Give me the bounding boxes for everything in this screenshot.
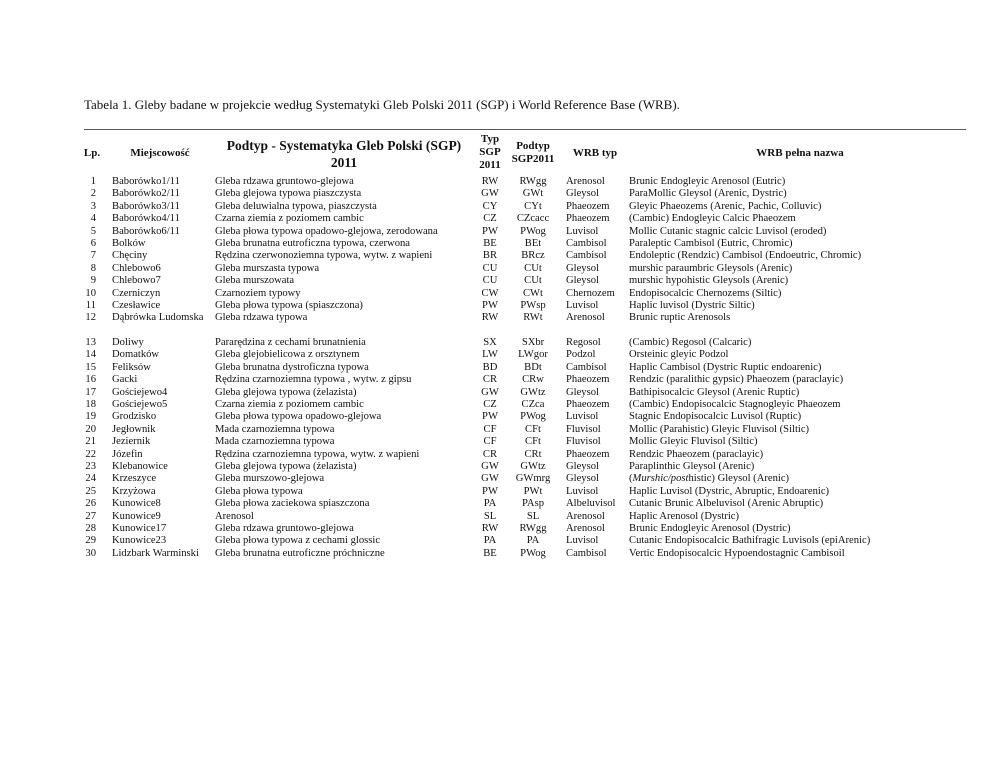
row-podtyp-sgp: CFt — [525, 423, 541, 435]
table-row — [0, 337, 992, 349]
row-miejscowosc: Gościejewo4 — [112, 386, 168, 398]
row-wrb-nazwa: Haplic luvisol (Dystric Siltic) — [629, 299, 755, 311]
row-lp: 2 — [90, 188, 96, 200]
row-typ: PW — [482, 299, 498, 311]
row-miejscowosc: Baborówko3/11 — [112, 200, 180, 212]
row-lp: 30 — [85, 547, 96, 559]
row-wrb-typ: Albeluvisol — [566, 498, 616, 510]
header-rule — [84, 129, 966, 130]
row-wrb-nazwa: Cutanic Brunic Albeluvisol (Arenic Abruptic) — [629, 498, 824, 510]
row-typ: CZ — [483, 399, 497, 411]
row-wrb-nazwa: Paraleptic Cambisol (Eutric, Chromic) — [629, 237, 793, 249]
row-podtyp-sgp: BEt — [524, 237, 542, 249]
row-podtyp: Gleba rdzawa gruntowo-glejowa — [215, 522, 354, 534]
row-podtyp: Gleba płowa typowa (spiaszczona) — [215, 299, 363, 311]
row-podtyp: Gleba glejowa typowa (żelazista) — [215, 461, 357, 472]
table-row — [0, 523, 992, 535]
row-wrb-typ: Phaeozem — [566, 448, 610, 460]
row-lp: 12 — [85, 312, 96, 324]
row-podtyp: Rędzina czarnoziemna typowa , wytw. z gipsu — [215, 374, 412, 386]
row-wrb-nazwa: Haplic Cambisol (Dystric Ruptic endoarenic) — [629, 361, 822, 373]
row-wrb-typ: Gleysol — [566, 275, 599, 287]
table-body — [0, 176, 992, 573]
header-wrb-typ: WRB typ — [572, 147, 618, 159]
row-podtyp-sgp: GWtz — [520, 461, 546, 472]
row-podtyp-sgp: PWog — [520, 411, 546, 423]
row-podtyp: Rędzina czarnoziemna typowa, wytw. z wapieni — [215, 448, 420, 460]
row-lp: 7 — [90, 250, 96, 262]
row-podtyp-sgp: PAsp — [522, 498, 544, 510]
row-wrb-typ: Phaeozem — [566, 399, 610, 411]
row-wrb-nazwa: Gleyic Phaeozems (Arenic, Pachic, Colluvic) — [629, 200, 822, 212]
row-podtyp: Czarnoziem typowy — [215, 287, 301, 299]
row-wrb-typ: Arenosol — [566, 510, 605, 522]
row-wrb-typ: Phaeozem — [566, 213, 610, 225]
table-row — [0, 399, 992, 411]
row-podtyp-sgp: SXbr — [521, 337, 545, 349]
row-podtyp-sgp: GWmrg — [515, 473, 551, 485]
row-podtyp-sgp: RWgg — [519, 522, 547, 534]
row-typ: GW — [481, 473, 499, 485]
row-miejscowosc: Baborówko4/11 — [112, 213, 180, 225]
header-lp: Lp. — [83, 147, 101, 159]
row-wrb-typ: Cambisol — [566, 547, 607, 559]
row-podtyp-sgp: CFt — [525, 436, 541, 448]
row-typ: CF — [483, 436, 497, 448]
row-typ: BE — [483, 237, 497, 249]
table-row — [0, 300, 992, 312]
row-lp: 29 — [85, 535, 96, 547]
row-wrb-typ: Luvisol — [566, 535, 599, 547]
row-miejscowosc: Kunowice23 — [112, 535, 167, 547]
row-podtyp-sgp: RWt — [523, 312, 543, 324]
row-typ: GW — [481, 188, 499, 200]
row-lp: 4 — [90, 213, 96, 225]
row-lp: 17 — [85, 386, 96, 398]
row-wrb-nazwa: Mollic Gleyic Fluvisol (Siltic) — [629, 436, 758, 448]
row-miejscowosc: Chęciny — [112, 250, 148, 262]
row-wrb-typ: Phaeozem — [566, 200, 610, 212]
table-row — [0, 176, 992, 188]
row-typ: CF — [483, 423, 497, 435]
table-row — [0, 424, 992, 436]
row-wrb-typ: Gleysol — [566, 473, 599, 485]
row-miejscowosc: Krzeszyce — [112, 473, 157, 485]
row-miejscowosc: Chlebowo6 — [112, 262, 161, 274]
row-podtyp-sgp: BRcz — [521, 250, 545, 262]
row-podtyp: Czarna ziemia z poziomem cambic — [215, 213, 364, 225]
row-wrb-typ: Cambisol — [566, 237, 607, 249]
row-wrb-typ: Gleysol — [566, 386, 599, 398]
row-miejscowosc: Dąbrówka Ludomska — [112, 312, 204, 324]
row-podtyp: Gleba płowa typowa opadowo-glejowa, zerodowana — [215, 225, 438, 237]
row-miejscowosc: Jeziernik — [112, 436, 151, 448]
row-wrb-typ: Phaeozem — [566, 374, 610, 386]
row-typ: GW — [481, 461, 499, 472]
row-lp: 13 — [85, 337, 96, 349]
row-lp: 3 — [90, 200, 96, 212]
header-miejscowosc: Miejscowość — [130, 147, 190, 159]
row-wrb-typ: Fluvisol — [566, 423, 601, 435]
row-podtyp: Gleba brunatna eutroficzne próchniczne — [215, 547, 385, 559]
row-wrb-nazwa: Paraplinthic Gleysol (Arenic) — [629, 461, 755, 472]
row-wrb-nazwa: (Murshic/posthistic) Gleysol (Arenic) — [629, 473, 790, 485]
row-wrb-nazwa: Orsteinic gleyic Podzol — [629, 349, 729, 361]
row-typ: LW — [482, 349, 498, 361]
row-typ: PA — [483, 498, 497, 510]
row-typ: CR — [482, 448, 498, 460]
row-miejscowosc: Krzyżowa — [112, 485, 156, 497]
row-typ: SL — [483, 510, 497, 522]
row-miejscowosc: Gacki — [112, 374, 138, 386]
row-podtyp-sgp: BDt — [524, 361, 542, 373]
row-podtyp: Czarna ziemia z poziomem cambic — [215, 399, 364, 411]
table-row — [0, 535, 992, 547]
row-podtyp: Mada czarnoziemna typowa — [215, 423, 335, 435]
row-miejscowosc: Chlebowo7 — [112, 275, 161, 287]
row-wrb-typ: Gleysol — [566, 262, 599, 274]
row-wrb-nazwa: Bathipisocalcic Gleysol (Arenic Ruptic) — [629, 386, 800, 398]
row-podtyp: Gleba glejowa typowa piaszczysta — [215, 188, 362, 200]
row-podtyp-sgp: PWsp — [520, 299, 546, 311]
table-row — [0, 213, 992, 225]
row-wrb-typ: Podzol — [566, 349, 596, 361]
table-row — [0, 461, 992, 473]
row-lp: 27 — [85, 510, 96, 522]
row-lp: 23 — [85, 461, 96, 472]
row-wrb-typ: Regosol — [566, 337, 601, 349]
row-miejscowosc: Lidzbark Warminski — [112, 547, 199, 559]
row-wrb-nazwa: Endopisocalcic Chernozems (Siltic) — [629, 287, 782, 299]
row-wrb-nazwa: murshic hypohistic Gleysols (Arenic) — [629, 275, 789, 287]
table-row — [0, 498, 992, 510]
row-miejscowosc: Feliksów — [112, 361, 151, 373]
row-wrb-nazwa: Rendzic (paralithic gypsic) Phaeozem (paraclayic) — [629, 374, 844, 386]
row-wrb-nazwa: (Cambic) Endopisocalcic Stagnogleyic Phaeozem — [629, 399, 841, 411]
row-typ: CY — [482, 200, 498, 212]
row-lp: 6 — [90, 237, 96, 249]
row-wrb-typ: Arenosol — [566, 176, 605, 187]
row-lp: 15 — [85, 361, 96, 373]
table-row — [0, 486, 992, 498]
row-miejscowosc: Czerniczyn — [112, 287, 161, 299]
row-podtyp: Gleba płowa zaciekowa spiaszczona — [215, 498, 370, 510]
table-row — [0, 511, 992, 523]
row-podtyp: Gleba płowa typowa — [215, 485, 303, 497]
row-podtyp: Mada czarnoziemna typowa — [215, 436, 335, 448]
row-typ: BR — [482, 250, 498, 262]
row-lp: 9 — [90, 275, 96, 287]
table-caption: Tabela 1. Gleby badane w projekcie według Systematyki Gleb Polski 2011 (SGP) i World Reference Base (WRB). — [84, 97, 680, 112]
row-lp: 8 — [90, 262, 96, 274]
row-typ: CR — [482, 374, 498, 386]
row-lp: 1 — [90, 176, 96, 187]
table-row — [0, 188, 992, 200]
table-row — [0, 473, 992, 485]
row-podtyp: Pararędzina z cechami brunatnienia — [215, 337, 366, 349]
row-lp: 18 — [85, 399, 96, 411]
row-wrb-typ: Arenosol — [566, 522, 605, 534]
row-wrb-nazwa: Mollic (Parahistic) Gleyic Fluvisol (Siltic) — [629, 423, 810, 435]
row-wrb-typ: Fluvisol — [566, 436, 601, 448]
row-miejscowosc: Józefin — [112, 448, 143, 460]
row-wrb-nazwa: Brunic Endogleyic Arenosol (Dystric) — [629, 522, 791, 534]
table-row — [0, 349, 992, 361]
row-podtyp-sgp: SL — [526, 510, 540, 522]
row-podtyp: Gleba rdzawa typowa — [215, 312, 308, 324]
row-miejscowosc: Bolków — [112, 237, 146, 249]
row-typ: CU — [482, 275, 498, 287]
row-wrb-typ: Luvisol — [566, 485, 599, 497]
row-lp: 10 — [85, 287, 96, 299]
row-wrb-nazwa: Mollic Cutanic stagnic calcic Luvisol (eroded) — [629, 225, 827, 237]
table-row — [0, 201, 992, 213]
table-row — [0, 374, 992, 386]
row-miejscowosc: Gościejewo5 — [112, 399, 168, 411]
row-podtyp-sgp: LWgor — [518, 349, 548, 361]
row-wrb-typ: Gleysol — [566, 461, 599, 472]
row-lp: 11 — [85, 299, 96, 311]
row-typ: PW — [482, 485, 498, 497]
row-wrb-nazwa: Haplic Arenosol (Dystric) — [629, 510, 740, 522]
row-wrb-nazwa: Brunic Endogleyic Arenosol (Eutric) — [629, 176, 786, 187]
row-wrb-nazwa: (Cambic) Regosol (Calcaric) — [629, 337, 752, 349]
row-wrb-nazwa: Stagnic Endopisocalcic Luvisol (Ruptic) — [629, 411, 802, 423]
row-wrb-typ: Cambisol — [566, 361, 607, 373]
row-podtyp: Gleba brunatna eutroficzna typowa, czerwona — [215, 237, 411, 249]
row-lp: 26 — [85, 498, 96, 510]
header-podtyp: Podtyp - Systematyka Gleb Polski (SGP) 2011 — [226, 138, 462, 170]
row-podtyp-sgp: CZcacc — [516, 213, 550, 225]
row-wrb-typ: Gleysol — [566, 188, 599, 200]
row-wrb-nazwa: ParaMollic Gleysol (Arenic, Dystric) — [629, 188, 787, 200]
row-podtyp-sgp: CRt — [524, 448, 542, 460]
row-podtyp-sgp: PWog — [520, 225, 546, 237]
table-row — [0, 238, 992, 250]
row-typ: PA — [483, 535, 497, 547]
row-miejscowosc: Kunowice9 — [112, 510, 161, 522]
row-podtyp: Gleba płowa typowa opadowo-glejowa — [215, 411, 382, 423]
row-podtyp-sgp: RWgg — [519, 176, 547, 187]
row-typ: CZ — [483, 213, 497, 225]
row-wrb-typ: Luvisol — [566, 225, 599, 237]
row-miejscowosc: Jegłownik — [112, 423, 156, 435]
row-lp: 20 — [85, 423, 96, 435]
row-miejscowosc: Domatków — [112, 349, 160, 361]
row-wrb-typ: Cambisol — [566, 250, 607, 262]
row-lp: 24 — [85, 473, 96, 485]
header-typ: Typ SGP 2011 — [479, 133, 501, 171]
table-row — [0, 288, 992, 300]
row-lp: 5 — [90, 225, 96, 237]
row-typ: SX — [483, 337, 497, 349]
row-miejscowosc: Czesławice — [112, 299, 161, 311]
row-typ: GW — [481, 386, 499, 398]
row-typ: PW — [482, 411, 498, 423]
row-podtyp: Gleba deluwialna typowa, piaszczysta — [215, 200, 377, 212]
table-row — [0, 449, 992, 461]
table-row — [0, 548, 992, 573]
row-lp: 28 — [85, 522, 96, 534]
row-podtyp: Gleba brunatna dystroficzna typowa — [215, 361, 369, 373]
row-lp: 16 — [85, 374, 96, 386]
row-wrb-nazwa: Rendzic Phaeozem (paraclayic) — [629, 448, 764, 460]
table-row — [0, 250, 992, 262]
row-typ: RW — [481, 176, 499, 187]
row-podtyp: Gleba murszasta typowa — [215, 262, 320, 274]
row-typ: BE — [483, 547, 497, 559]
row-typ: RW — [481, 522, 499, 534]
header-wrb-nazwa: WRB pełna nazwa — [756, 147, 844, 159]
row-podtyp-sgp: GWt — [522, 188, 544, 200]
table-row — [0, 312, 992, 337]
row-miejscowosc: Kunowice17 — [112, 522, 167, 534]
row-podtyp: Rędzina czerwonoziemna typowa, wytw. z wapieni — [215, 250, 433, 262]
row-podtyp-sgp: PWt — [523, 485, 543, 497]
row-podtyp-sgp: CYt — [524, 200, 542, 212]
row-podtyp: Arenosol — [215, 510, 254, 522]
row-typ: BD — [482, 361, 498, 373]
row-typ: PW — [482, 225, 498, 237]
header-podtyp-sgp: Podtyp SGP2011 — [511, 140, 555, 165]
row-wrb-nazwa: murshic paraumbric Gleysols (Arenic) — [629, 262, 793, 274]
table-row — [0, 411, 992, 423]
table-row — [0, 387, 992, 399]
row-typ: RW — [481, 312, 499, 324]
row-podtyp-sgp: PWog — [520, 547, 546, 559]
row-podtyp-sgp: CWt — [522, 287, 543, 299]
row-podtyp: Gleba murszowo-glejowa — [215, 473, 325, 485]
row-wrb-nazwa: Cutanic Endopisocalcic Bathifragic Luvisols (epiArenic) — [629, 535, 871, 547]
row-lp: 14 — [85, 349, 96, 361]
row-podtyp-sgp: CUt — [524, 262, 542, 274]
row-lp: 25 — [85, 485, 96, 497]
row-miejscowosc: Baborówko1/11 — [112, 176, 180, 187]
row-podtyp-sgp: CRw — [522, 374, 544, 386]
row-wrb-nazwa: Haplic Luvisol (Dystric, Abruptic, Endoarenic) — [629, 485, 830, 497]
row-miejscowosc: Baborówko2/11 — [112, 188, 180, 200]
row-lp: 19 — [85, 411, 96, 423]
row-podtyp: Gleba glejowa typowa (żelazista) — [215, 386, 357, 398]
row-miejscowosc: Klebanowice — [112, 461, 168, 472]
row-podtyp: Gleba płowa typowa z cechami glossic — [215, 535, 381, 547]
row-wrb-nazwa: Brunic ruptic Arenosols — [629, 312, 731, 324]
row-wrb-nazwa: Endoleptic (Rendzic) Cambisol (Endoeutric, Chromic) — [629, 250, 862, 262]
row-lp: 22 — [85, 448, 96, 460]
row-miejscowosc: Kunowice8 — [112, 498, 161, 510]
row-wrb-typ: Luvisol — [566, 299, 599, 311]
row-wrb-typ: Chernozem — [566, 287, 615, 299]
row-podtyp-sgp: CUt — [524, 275, 542, 287]
table-row — [0, 263, 992, 275]
row-miejscowosc: Grodzisko — [112, 411, 157, 423]
row-podtyp: Gleba glejobielicowa z orsztynem — [215, 349, 360, 361]
table-row — [0, 275, 992, 287]
row-podtyp-sgp: GWtz — [520, 386, 546, 398]
row-wrb-nazwa: Vertic Endopisocalcic Hypoendostagnic Cambisoil — [629, 547, 845, 559]
table-row — [0, 436, 992, 448]
row-typ: CW — [481, 287, 499, 299]
row-miejscowosc: Baborówko6/11 — [112, 225, 180, 237]
row-podtyp: Gleba rdzawa gruntowo-glejowa — [215, 176, 354, 187]
table-row — [0, 362, 992, 374]
row-miejscowosc: Doliwy — [112, 337, 144, 349]
row-podtyp-sgp: PA — [526, 535, 540, 547]
table-row — [0, 226, 992, 238]
row-wrb-typ: Arenosol — [566, 312, 605, 324]
row-wrb-nazwa: (Cambic) Endogleyic Calcic Phaeozem — [629, 213, 796, 225]
row-typ: CU — [482, 262, 498, 274]
row-wrb-typ: Luvisol — [566, 411, 599, 423]
row-podtyp: Gleba murszowata — [215, 275, 295, 287]
row-podtyp-sgp: CZca — [521, 399, 545, 411]
row-lp: 21 — [85, 436, 96, 448]
